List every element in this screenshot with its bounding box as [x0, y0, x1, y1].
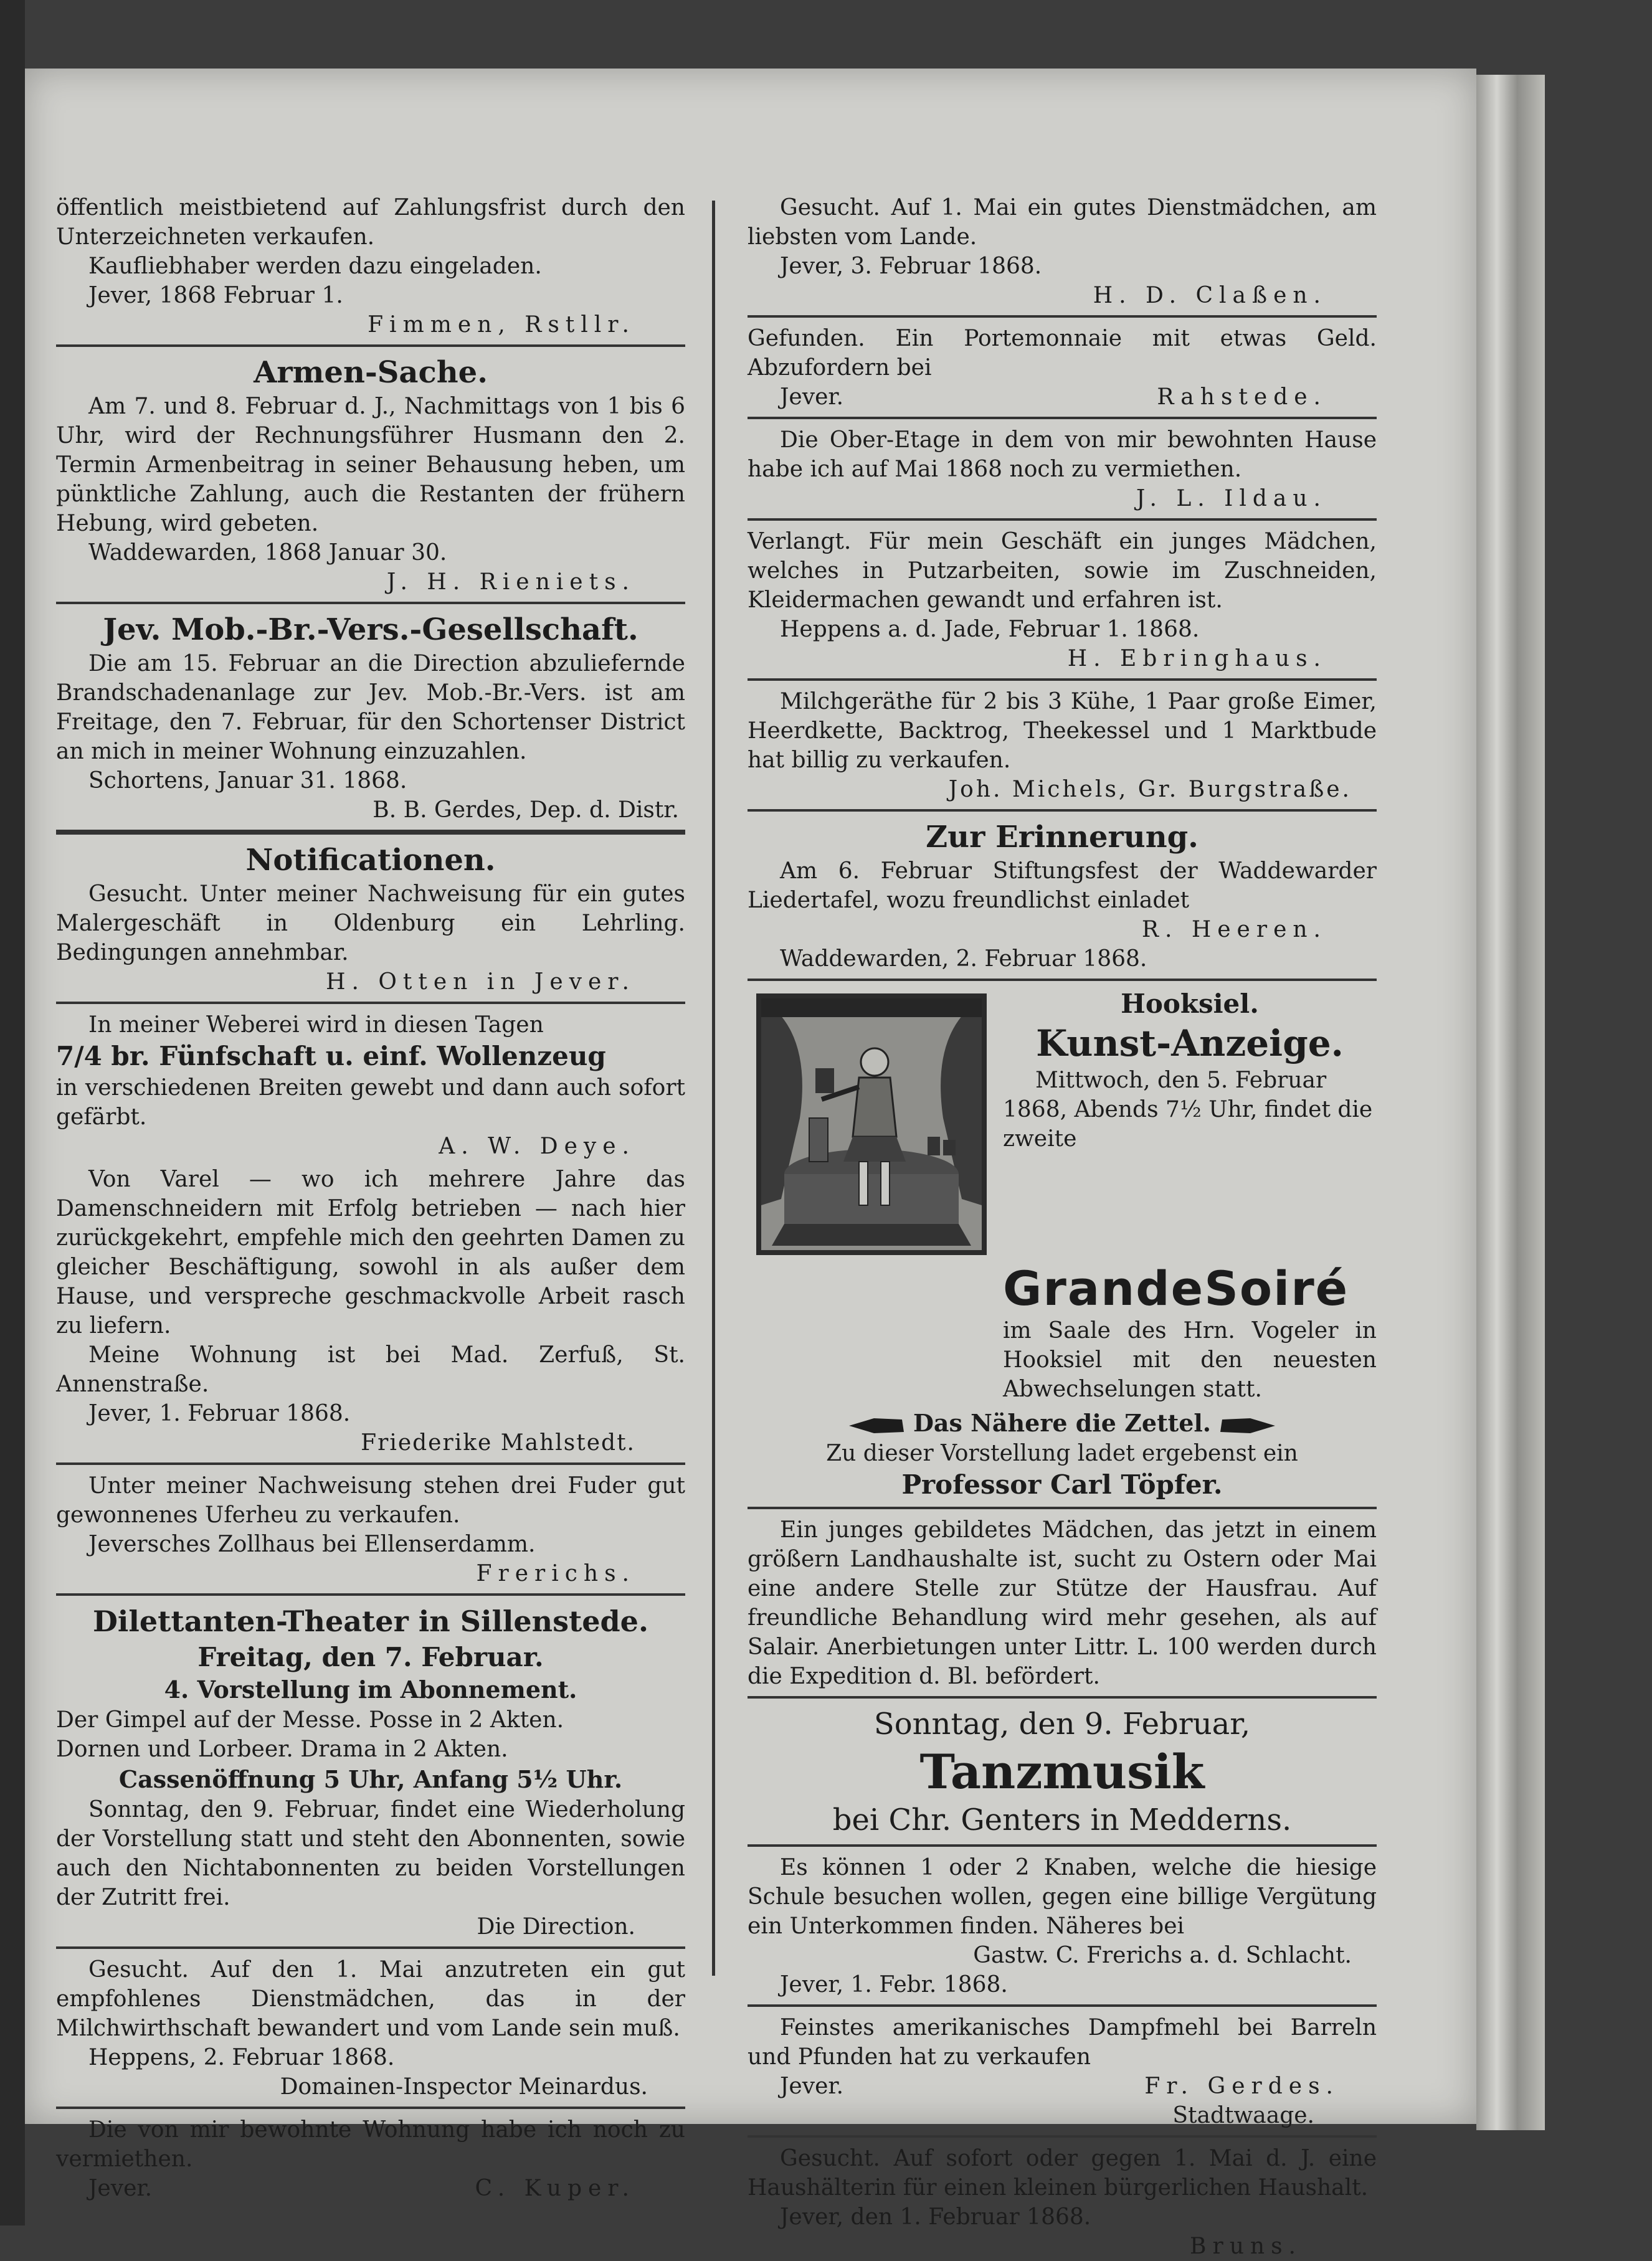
- separator: [56, 2107, 685, 2109]
- notice-date: Jever, 1. Februar 1868.: [88, 1401, 351, 1426]
- notice-text: öffentlich meistbietend auf Zahlungsfrist durch den Unterzeichneten verkaufen.: [56, 195, 685, 250]
- notice-heading: Jev. Mob.-Br.-Vers.-Gesellschaft.: [103, 612, 638, 647]
- notice-subheading: Sonntag, den 9. Februar,: [873, 1707, 1251, 1742]
- separator: [748, 1844, 1377, 1847]
- notice-place: Jever.: [780, 2074, 844, 2099]
- notice-notificationen: [56, 841, 685, 997]
- notice-text: Meine Wohnung ist bei Mad. Zerfuß, St. Annenstraße.: [56, 1342, 685, 1397]
- section-heading: Notificationen.: [245, 843, 496, 878]
- notice-text: Am 7. und 8. Februar d. J., Nachmittags von 1 bis 6 Uhr, wird der Rechnungsführer Husmann den 2. Termin Armenbeitrag in seiner Behausung heben, um pünktliche Zahlung, auch die Restanten der frühern Hebung, wird gebeten.: [56, 394, 685, 536]
- notice-verlangt: [748, 527, 1377, 673]
- notice-date: Waddewarden, 1868 Januar 30.: [88, 540, 447, 566]
- separator: [748, 1696, 1377, 1699]
- notice-date: Heppens a. d. Jade, Februar 1. 1868.: [780, 617, 1200, 642]
- notice-versicherung: [56, 610, 685, 825]
- separator: [748, 809, 1377, 812]
- notice-heading: Dilettanten-Theater in Sillenstede.: [93, 1605, 648, 1638]
- kunst-text: [1003, 987, 1377, 1154]
- notice-heading: 7/4 br. Fünfschaft u. einf. Wollenzeug: [56, 1041, 606, 1071]
- notice-armen: [56, 353, 685, 597]
- notice-theater: [56, 1602, 685, 1941]
- notice-haushaelterin: [748, 2144, 1377, 2261]
- notice-signature: J. L. Ildau.: [1136, 486, 1327, 511]
- notice-text: Sonntag, den 9. Februar, findet eine Wiederholung der Vorstellung statt und steht den Abonnenten, sowie auch den Nichtabonnenten zu beiden Vorstellungen der Zutritt frei.: [56, 1797, 685, 1910]
- column-divider: [712, 201, 715, 1976]
- notice-knaben: [748, 1853, 1377, 1999]
- notice-text: Die Ober-Etage in dem von mir bewohnten Hause habe ich auf Mai 1868 noch zu vermiethen.: [748, 427, 1377, 482]
- notice-text: Gesucht. Auf sofort oder gegen 1. Mai d. J. eine Haushälterin für einen kleinen bürgerlichen Haushalt.: [748, 2146, 1377, 2201]
- newspaper-page: [25, 69, 1476, 2259]
- notice-signature: H. D. Claßen.: [1093, 283, 1327, 308]
- notice-text: Gesucht. Auf den 1. Mai anzutreten ein gut empfohlenes Dienstmädchen, das in der Milchwirthschaft bewandert und vom Lande sein muß.: [56, 1957, 685, 2041]
- notice-signature: B. B. Gerdes, Dep. d. Distr.: [373, 797, 679, 823]
- notice-subheading: Freitag, den 7. Februar.: [197, 1642, 544, 1672]
- notice-signature: Joh. Michels, Gr. Burgstraße.: [948, 777, 1352, 802]
- left-column: [56, 193, 685, 2203]
- notice-tanzmusik: [748, 1705, 1377, 1839]
- pointing-hand-right-icon: [1219, 1413, 1275, 1438]
- notice-text: Milchgeräthe für 2 bis 3 Kühe, 1 Paar große Eimer, Heerdkette, Backtrog, Theekessel und 1 Marktbude hat billig zu verkaufen.: [748, 689, 1377, 773]
- notice-signature: Friederike Mahlstedt.: [361, 1430, 635, 1456]
- notice-damenschneidern: [56, 1165, 685, 1458]
- notice-signature: H. Otten in Jever.: [326, 969, 635, 995]
- notice-verkauf: [56, 193, 685, 339]
- notice-signature: Gastw. C. Frerichs a. d. Schlacht.: [973, 1943, 1352, 1968]
- notice-date: Jever, 1. Febr. 1868.: [780, 1972, 1008, 1998]
- notice-text: Feinstes amerikanisches Dampfmehl bei Barreln und Pfunden hat zu verkaufen: [748, 2015, 1377, 2070]
- zettel-text: Das Nähere die Zettel.: [913, 1409, 1212, 1437]
- notice-text: Zu dieser Vorstellung ladet ergebenst ein: [826, 1441, 1298, 1466]
- separator: [748, 678, 1377, 681]
- separator: [748, 2004, 1377, 2007]
- notice-date: Schortens, Januar 31. 1868.: [88, 768, 407, 794]
- notice-signature-heading: Professor Carl Töpfer.: [901, 1469, 1223, 1500]
- separator: [748, 518, 1377, 521]
- notice-heading: Zur Erinnerung.: [926, 820, 1199, 855]
- notice-subheading: 4. Vorstellung im Abonnement.: [164, 1676, 577, 1704]
- notice-signature: Frerichs.: [476, 1561, 635, 1586]
- notice-text: im Saale des Hrn. Vogeler in Hooksiel mit den neuesten Abwechselungen statt.: [1003, 1318, 1377, 1402]
- notice-erinnerung: [748, 818, 1377, 974]
- notice-text: Unter meiner Nachweisung stehen drei Fuder gut gewonnenes Uferheu zu verkaufen.: [56, 1473, 685, 1528]
- notice-text: Es können 1 oder 2 Knaben, welche die hiesige Schule besuchen wollen, gegen eine billige Vergütung ein Unterkommen finden. Näheres bei: [748, 1855, 1377, 1939]
- separator: [748, 315, 1377, 318]
- separator: [56, 344, 685, 347]
- notice-text: Gesucht. Auf 1. Mai ein gutes Dienstmädchen, am liebsten vom Lande.: [748, 195, 1377, 250]
- notice-text: In meiner Weberei wird in diesen Tagen: [88, 1012, 544, 1038]
- separator: [56, 602, 685, 604]
- notice-kunst-anzeige: [748, 987, 1377, 1261]
- notice-signature: Fimmen, Rstllr.: [368, 312, 635, 338]
- notice-text: Ein junges gebildetes Mädchen, das jetzt in einem größern Landhaushalte ist, sucht zu Ostern oder Mai eine andere Stelle zur Stütze der Hausfrau. Auf freundliche Behandlung wird mehr gesehen, als auf Salair. Anerbietungen unter Littr. L. 100 werden durch die Expedition d. Bl. befördert.: [748, 1517, 1377, 1689]
- notice-text: Mittwoch, den 5. Februar 1868, Abends 7½ Uhr, findet die zweite: [1003, 1068, 1373, 1152]
- notice-subheading: bei Chr. Genters in Medderns.: [832, 1803, 1292, 1837]
- notice-signature: R. Heeren.: [1141, 917, 1327, 942]
- notice-text: Verlangt. Für mein Geschäft ein junges Mädchen, welches in Putzarbeiten, sowie im Zuschneiden, Kleidermachen gewandt und erfahren ist.: [748, 529, 1377, 613]
- separator: [748, 2135, 1377, 2138]
- separator: [56, 830, 685, 835]
- page-edge: [1476, 75, 1545, 2130]
- notice-dampfmehl: [748, 2013, 1377, 2130]
- notice-signature: Die Direction.: [477, 1914, 635, 1940]
- separator: [748, 417, 1377, 419]
- notice-signature: C. Kuper.: [475, 2176, 635, 2201]
- notice-signature: Domainen-Inspector Meinardus.: [280, 2074, 648, 2100]
- notice-date: Jever, den 1. Februar 1868.: [780, 2204, 1091, 2230]
- notice-text: Von Varel — wo ich mehrere Jahre das Damenschneidern mit Erfolg betrieben — nach hier zurückgekehrt, empfehle mich den geehrten Damen zu gleicher Beschäftigung, sowohl in als außer dem Hause, und verspreche geschmackvolle Arbeit rasch zu liefern.: [56, 1167, 685, 1339]
- notice-date: Heppens, 2. Februar 1868.: [88, 2045, 395, 2070]
- notice-text: Dornen und Lorbeer. Drama in 2 Akten.: [56, 1737, 508, 1762]
- notice-signature: Fr. Gerdes.: [1144, 2074, 1339, 2099]
- notice-gesucht-dienst: [748, 193, 1377, 310]
- notice-text: Die am 15. Februar an die Direction abzuliefernde Brandschadenanlage zur Jev. Mob.-Br.-Vers. ist am Freitage, den 7. Februar, für den Schortenser District an mich in meiner Wohnung einzuzahlen.: [56, 651, 685, 764]
- notice-fuder: [56, 1471, 685, 1588]
- notice-milchgeraethe: [748, 687, 1377, 804]
- book-spine: [0, 0, 25, 2225]
- separator: [748, 979, 1377, 981]
- separator: [56, 1593, 685, 1596]
- notice-dienstmaedchen: [56, 1955, 685, 2102]
- notice-text: Am 6. Februar Stiftungsfest der Waddewarder Liedertafel, wozu freundlichst einladet: [748, 858, 1377, 913]
- notice-ober-etage: [748, 425, 1377, 513]
- notice-wohnung: [56, 2115, 685, 2203]
- notice-gefunden: [748, 324, 1377, 412]
- separator: [56, 1946, 685, 1949]
- notice-place: Jever.: [780, 384, 844, 410]
- notice-subheading: Cassenöffnung 5 Uhr, Anfang 5½ Uhr.: [118, 1765, 623, 1793]
- notice-place: Jever.: [88, 2176, 153, 2201]
- separator: [56, 1002, 685, 1004]
- notice-signature: Rahstede.: [1157, 384, 1327, 410]
- notice-heading: Tanzmusik: [919, 1744, 1205, 1799]
- notice-place-heading: Hooksiel.: [1121, 988, 1259, 1019]
- notice-date: Jever, 1868 Februar 1.: [88, 283, 343, 308]
- pointing-hand-left-icon: [849, 1413, 905, 1438]
- grande-soire-title: GrandeSoiré: [1003, 1261, 1349, 1316]
- notice-weberei: [56, 1010, 685, 1161]
- notice-heading: Kunst-Anzeige.: [1036, 1022, 1344, 1064]
- notice-signature: H. Ebringhaus.: [1067, 646, 1327, 671]
- notice-junges-maedchen: [748, 1515, 1377, 1691]
- notice-place: Jeversches Zollhaus bei Ellenserdamm.: [88, 1532, 536, 1557]
- notice-signature: A. W. Deye.: [439, 1134, 635, 1159]
- notice-heading: Armen-Sache.: [254, 355, 488, 390]
- notice-text: Gefunden. Ein Portemonnaie mit etwas Geld. Abzufordern bei: [748, 326, 1377, 381]
- right-column: [748, 193, 1377, 2261]
- notice-text: Die von mir bewohnte Wohnung habe ich noch zu vermiethen.: [56, 2117, 685, 2172]
- separator: [56, 1462, 685, 1465]
- woodcut-performer-illustration: [756, 993, 987, 1255]
- zettel-line: [748, 1408, 1377, 1439]
- notice-signature: Bruns.: [1190, 2234, 1302, 2259]
- notice-date: Waddewarden, 2. Februar 1868.: [780, 946, 1147, 972]
- notice-signature-note: Stadtwaage.: [1172, 2103, 1314, 2128]
- notice-signature: J. H. Rieniets.: [386, 569, 635, 595]
- notice-text: Gesucht. Unter meiner Nachweisung für ein gutes Malergeschäft in Oldenburg ein Lehrling. Bedingungen annehmbar.: [56, 881, 685, 965]
- notice-date: Jever, 3. Februar 1868.: [780, 254, 1042, 279]
- notice-text: in verschiedenen Breiten gewebt und dann auch sofort gefärbt.: [56, 1075, 685, 1130]
- notice-text: Kaufliebhaber werden dazu eingeladen.: [88, 254, 542, 279]
- notice-text: Der Gimpel auf der Messe. Posse in 2 Akten.: [56, 1707, 564, 1733]
- separator: [748, 1507, 1377, 1509]
